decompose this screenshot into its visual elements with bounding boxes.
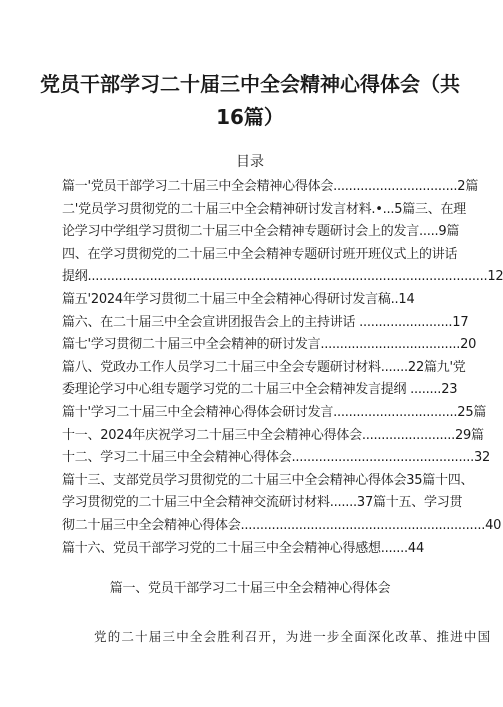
toc-line: 篇七'学习贯彻二十届三中全会精神的研讨发言....................................20 [62,337,477,353]
toc-line: 篇五'2024年学习贯彻二十届三中全会精神心得研讨发言稿..14 [62,291,415,307]
toc-line: 篇八、党政办工作人员学习二十届三中全会专题研讨材料.......22篇九'党 [62,359,466,375]
toc-line: 篇十三、支部党员学习贯彻党的二十届三中全会精神心得体会35篇十四、 [62,472,474,488]
toc-line: 十一、2024年庆祝学习二十届三中全会精神心得体会........................29篇 [62,427,484,443]
toc-line: 二'党员学习贯彻党的二十届三中全会精神研讨发言材料.•...5篇三、在理 [62,201,467,217]
toc-line: 篇十'学习二十届三中全会精神心得体会研讨发言................................25篇 [62,404,487,420]
toc-line: 学习贯彻党的二十届三中全会精神交流研讨材料.......37篇十五、学习贯 [62,495,463,511]
toc-line: 委理论学习中心组专题学习党的二十届三中全会精神发言提纲 ........23 [62,382,458,398]
toc-line: 论学习中学组学习贯彻二十届三中全会精神专题研讨会上的发言.....9篇 [62,224,460,240]
toc-line: 篇六、在二十届三中全会宣讲团报告会上的主持讲话 ........................17 [62,314,469,330]
toc-line: 彻二十届三中全会精神心得体会...............................................................40 [62,517,502,533]
document-title-line-1: 党员干部学习二十届三中全会精神心得体会（共 [40,72,460,96]
toc-line: 提纲.......................................................................................................12 [62,269,503,285]
toc-line: 篇一'党员干部学习二十届三中全会精神心得体会................................2篇 [62,179,479,194]
toc-line: 四、在学习贯彻党的二十届三中全会精神专题研讨班开班仪式上的讲话 [62,246,458,262]
body-paragraph: 党的二十届三中全会胜利召开，为进一步全面深化改革、推进中国 [94,629,492,644]
toc-heading: 目录 [236,154,264,170]
table-of-contents [62,176,503,560]
toc-line: 篇十六、党员干部学习党的二十届三中全会精神心得感想.......44 [62,540,424,556]
toc-line: 十二、学习二十届三中全会精神心得体会...............................................32 [62,450,491,466]
section-heading: 篇一、党员干部学习二十届三中全会精神心得体会 [109,581,391,596]
document-title-line-2: 16篇） [216,105,284,129]
